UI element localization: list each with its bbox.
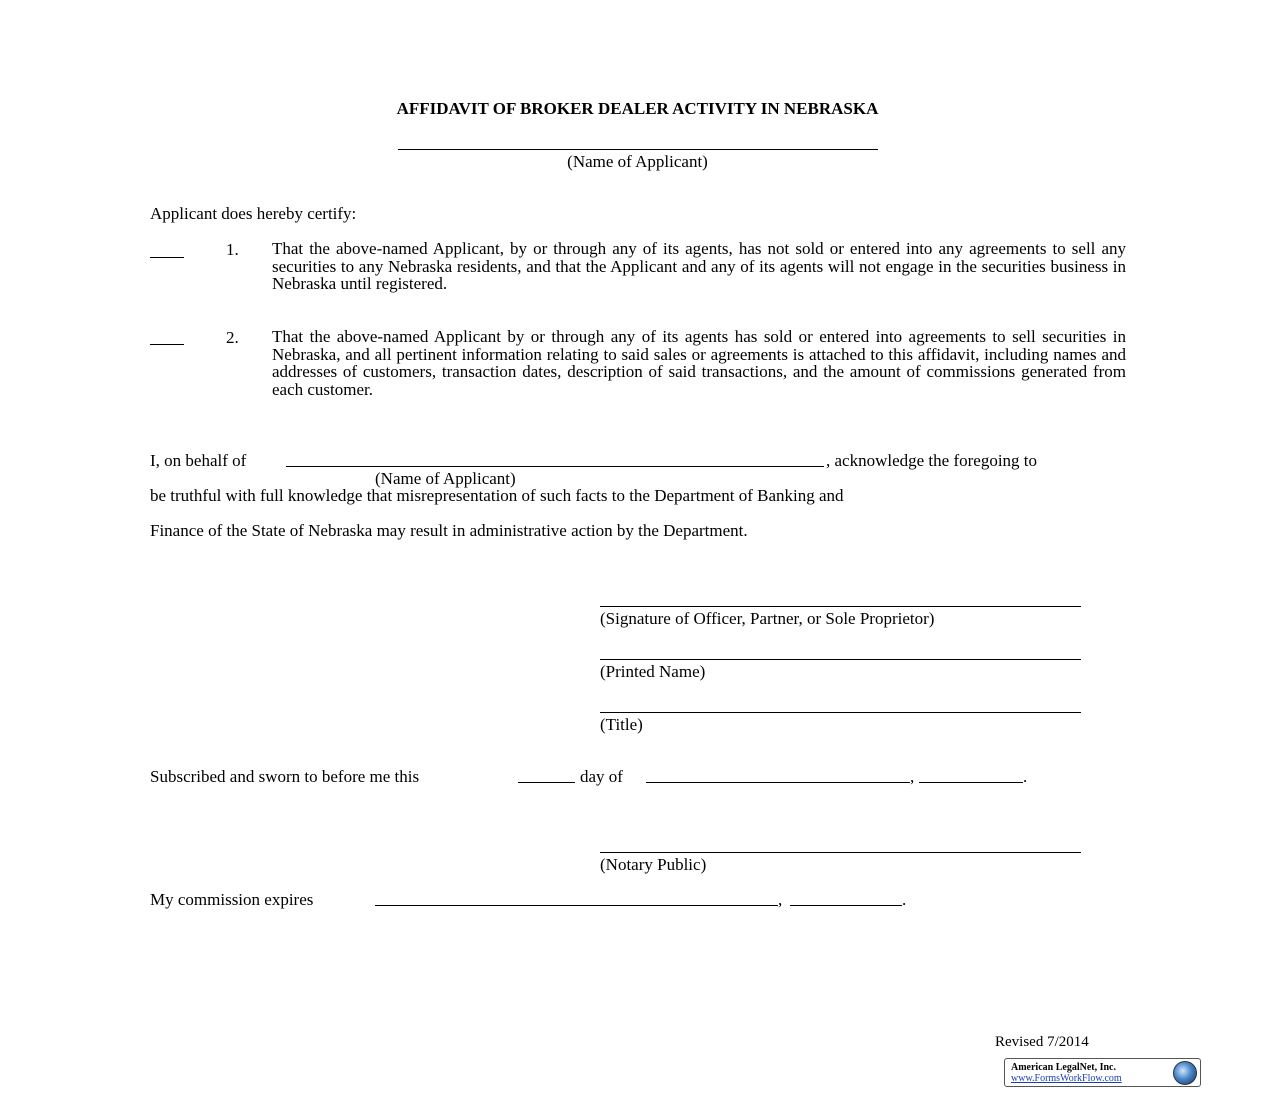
- item-1-text: That the above-named Applicant, by or through any of its agents, has not sold or entered into any agreements to sell any securities to any Nebraska residents, and that the Applicant and any of its agents will not engage in the securities business in Nebraska until registered.: [272, 239, 1126, 293]
- sworn-comma: ,: [910, 767, 915, 786]
- document-title: AFFIDAVIT OF BROKER DEALER ACTIVITY IN NEBRASKA: [396, 99, 879, 118]
- item-1-number: 1.: [226, 240, 239, 259]
- commission-prefix: My commission expires: [150, 890, 314, 909]
- notary-signature-field[interactable]: [600, 852, 1081, 853]
- sworn-day-of: day of: [580, 767, 623, 786]
- officer-signature-field[interactable]: [600, 606, 1081, 607]
- acknowledge-applicant-name-field[interactable]: [286, 466, 824, 467]
- notary-caption: (Notary Public): [600, 855, 707, 874]
- sworn-prefix: Subscribed and sworn to before me this: [150, 767, 420, 786]
- commission-date-field[interactable]: [375, 905, 778, 906]
- sworn-day-field[interactable]: [518, 782, 575, 783]
- printed-name-field[interactable]: [600, 659, 1081, 660]
- credit-url-link[interactable]: www.FormsWorkFlow.com: [1011, 1073, 1122, 1084]
- applicant-name-field[interactable]: [398, 139, 878, 150]
- forms-workflow-badge[interactable]: [1004, 1058, 1201, 1087]
- acknowledge-name-caption: (Name of Applicant): [375, 469, 516, 488]
- commission-year-field[interactable]: [790, 905, 902, 906]
- item-1-checkbox-blank[interactable]: [150, 256, 184, 258]
- commission-comma: ,: [778, 890, 783, 909]
- item-2-checkbox-blank[interactable]: [150, 343, 184, 345]
- applicant-name-caption: (Name of Applicant): [567, 152, 708, 171]
- acknowledge-suffix: , acknowledge the foregoing to: [826, 451, 1038, 470]
- printed-name-caption: (Printed Name): [600, 662, 706, 681]
- acknowledge-line-3: Finance of the State of Nebraska may result in administrative action by the Department.: [150, 521, 748, 540]
- acknowledge-line-2: be truthful with full knowledge that misrepresentation of such facts to the Department of Banking and: [150, 486, 844, 505]
- title-field[interactable]: [600, 712, 1081, 713]
- revised-date: Revised 7/2014: [995, 1034, 1089, 1050]
- credit-company: American LegalNet, Inc.: [1011, 1062, 1116, 1073]
- sworn-month-field[interactable]: [646, 782, 910, 783]
- commission-period: .: [902, 890, 907, 909]
- item-2-number: 2.: [226, 328, 239, 347]
- sworn-year-field[interactable]: [919, 782, 1023, 783]
- title-caption: (Title): [600, 715, 643, 734]
- sworn-period: .: [1023, 767, 1028, 786]
- certify-intro: Applicant does hereby certify:: [150, 204, 357, 223]
- item-2-text: That the above-named Applicant by or through any of its agents has sold or entered into agreements to sell securities in Nebraska, and all pertinent information relating to said sales or agreements is attached to this affidavit, including names and addresses of customers, transaction dates, description of said transactions, and the amount of commissions generated from each customer.: [272, 327, 1126, 399]
- officer-signature-caption: (Signature of Officer, Partner, or Sole Proprietor): [600, 609, 935, 628]
- acknowledge-prefix: I, on behalf of: [150, 451, 247, 470]
- globe-icon: [1173, 1061, 1197, 1085]
